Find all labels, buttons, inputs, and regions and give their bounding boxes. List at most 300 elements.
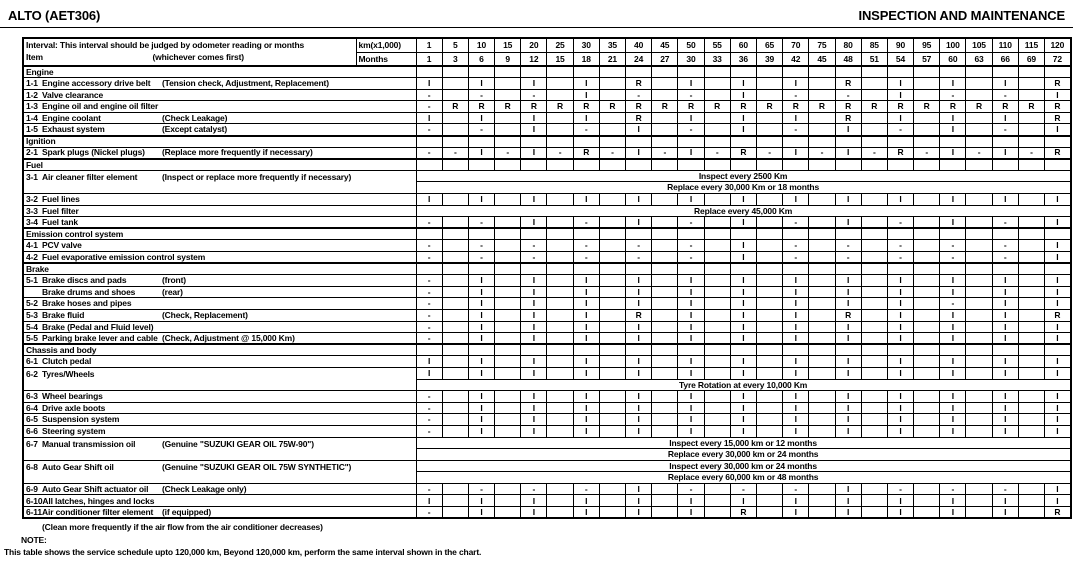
interval-mark-cell [599, 391, 625, 403]
item-cell [23, 309, 416, 321]
interval-mark-cell: I [573, 194, 599, 206]
interval-mark-cell [914, 159, 940, 171]
interval-mark-cell [861, 78, 887, 90]
interval-mark-cell [756, 252, 782, 264]
interval-mark-cell [914, 263, 940, 275]
interval-mark-cell: I [573, 112, 599, 124]
interval-mark-cell [1018, 367, 1044, 379]
interval-mark-cell [573, 159, 599, 171]
months-header-cell: 18 [573, 52, 599, 66]
interval-mark-cell [652, 321, 678, 333]
interval-mark-cell: I [468, 298, 494, 310]
interval-mark-cell [547, 495, 573, 507]
interval-mark-cell [652, 275, 678, 287]
interval-mark-cell [809, 298, 835, 310]
interval-mark-cell [835, 159, 861, 171]
interval-mark-cell [442, 124, 468, 136]
item-note [162, 404, 416, 413]
interval-mark-cell: - [678, 217, 704, 229]
interval-mark-cell: I [416, 78, 442, 90]
interval-mark-cell: I [887, 286, 913, 298]
interval-mark-cell [887, 263, 913, 275]
item-number: 1-2 [26, 89, 38, 100]
interval-mark-cell: I [678, 321, 704, 333]
interval-mark-cell: - [416, 286, 442, 298]
interval-mark-cell [861, 136, 887, 148]
item-note [162, 415, 416, 424]
interval-mark-cell [861, 159, 887, 171]
interval-mark-cell [547, 507, 573, 519]
interval-mark-cell: I [573, 507, 599, 519]
interval-mark-cell: I [626, 321, 652, 333]
interval-mark-cell: - [730, 483, 756, 495]
interval-mark-cell: I [992, 333, 1018, 345]
schedule-table-wrap [22, 37, 1073, 519]
item-note [162, 323, 416, 332]
interval-mark-cell [652, 286, 678, 298]
interval-mark-cell: I [940, 321, 966, 333]
interval-mark-cell: I [573, 356, 599, 368]
interval-mark-cell [468, 159, 494, 171]
item-cell [23, 356, 416, 368]
interval-mark-cell [966, 217, 992, 229]
interval-mark-cell: R [783, 101, 809, 113]
interval-mark-cell [652, 402, 678, 414]
interval-mark-cell [914, 495, 940, 507]
interval-mark-cell [547, 402, 573, 414]
interval-mark-cell: I [468, 414, 494, 426]
months-header-cell: 54 [887, 52, 913, 66]
interval-mark-cell [809, 414, 835, 426]
interval-mark-cell [652, 228, 678, 240]
table-row [23, 402, 1071, 414]
interval-mark-cell [809, 112, 835, 124]
item-label: Engine accessory drive belt [42, 78, 151, 89]
interval-mark-cell: I [992, 298, 1018, 310]
interval-mark-cell [914, 425, 940, 437]
interval-mark-cell: R [940, 101, 966, 113]
interval-mark-cell [756, 309, 782, 321]
interval-mark-cell: I [573, 321, 599, 333]
interval-mark-cell [547, 124, 573, 136]
item-label: Auto Gear Shift actuator oil [42, 483, 149, 494]
interval-mark-cell [704, 425, 730, 437]
interval-mark-cell [914, 356, 940, 368]
interval-span-note-cell: Replace every 60,000 km or 48 months [416, 472, 1071, 484]
interval-mark-cell: - [887, 483, 913, 495]
table-row [23, 228, 1071, 240]
interval-mark-cell: I [835, 414, 861, 426]
item-number [26, 288, 42, 297]
interval-mark-cell: I [783, 367, 809, 379]
interval-mark-cell [756, 217, 782, 229]
table-row [23, 78, 1071, 90]
interval-mark-cell [495, 159, 521, 171]
item-cell [23, 321, 416, 333]
interval-mark-cell: I [992, 391, 1018, 403]
interval-mark-cell [678, 228, 704, 240]
interval-mark-cell: R [966, 101, 992, 113]
page-right-title: INSPECTION AND MAINTENANCE [858, 8, 1065, 23]
interval-mark-cell: I [678, 78, 704, 90]
interval-mark-cell [756, 298, 782, 310]
interval-mark-cell: - [468, 217, 494, 229]
interval-mark-cell [495, 112, 521, 124]
interval-mark-cell: - [416, 414, 442, 426]
interval-mark-cell: I [678, 194, 704, 206]
interval-mark-cell [914, 228, 940, 240]
interval-mark-cell [756, 356, 782, 368]
interval-mark-cell [704, 344, 730, 356]
interval-mark-cell: I [678, 112, 704, 124]
interval-mark-cell: I [573, 298, 599, 310]
km-header-cell: 30 [573, 38, 599, 52]
interval-mark-cell: I [887, 495, 913, 507]
item-cell [23, 460, 416, 483]
interval-mark-cell: - [521, 483, 547, 495]
interval-mark-cell [442, 275, 468, 287]
interval-mark-cell: - [940, 483, 966, 495]
interval-mark-cell [599, 228, 625, 240]
interval-mark-cell: I [783, 402, 809, 414]
interval-mark-cell [940, 159, 966, 171]
interval-mark-cell [1045, 344, 1071, 356]
interval-mark-cell [887, 159, 913, 171]
interval-mark-cell [861, 483, 887, 495]
interval-mark-cell: - [783, 252, 809, 264]
item-note [162, 218, 416, 227]
interval-mark-cell: I [1045, 356, 1071, 368]
interval-mark-cell [442, 298, 468, 310]
interval-mark-cell [704, 414, 730, 426]
interval-mark-cell [468, 263, 494, 275]
interval-mark-cell [704, 507, 730, 519]
interval-mark-cell [861, 356, 887, 368]
interval-mark-cell [966, 414, 992, 426]
interval-mark-cell [442, 240, 468, 252]
interval-mark-cell [756, 507, 782, 519]
interval-mark-cell [547, 252, 573, 264]
interval-mark-cell [495, 495, 521, 507]
months-header-cell: 12 [521, 52, 547, 66]
interval-mark-cell: - [992, 483, 1018, 495]
interval-mark-cell [809, 344, 835, 356]
interval-mark-cell: R [835, 309, 861, 321]
interval-mark-cell: - [468, 252, 494, 264]
interval-mark-cell: - [626, 252, 652, 264]
interval-mark-cell [1018, 194, 1044, 206]
interval-mark-cell [756, 414, 782, 426]
interval-mark-cell: I [835, 425, 861, 437]
interval-mark-cell [704, 321, 730, 333]
km-header-cell: 70 [783, 38, 809, 52]
interval-mark-cell: - [573, 240, 599, 252]
item-number: 3-1 [26, 171, 38, 182]
interval-mark-cell: I [940, 414, 966, 426]
interval-mark-cell: I [992, 414, 1018, 426]
interval-mark-cell: I [887, 402, 913, 414]
interval-mark-cell: I [887, 275, 913, 287]
interval-mark-cell: I [416, 112, 442, 124]
interval-mark-cell: I [940, 217, 966, 229]
interval-mark-cell: I [730, 333, 756, 345]
interval-mark-cell: R [809, 101, 835, 113]
item-number: 1-4 [26, 112, 38, 123]
interval-mark-cell [704, 194, 730, 206]
interval-mark-cell [861, 414, 887, 426]
interval-mark-cell [442, 367, 468, 379]
interval-mark-cell [730, 344, 756, 356]
interval-mark-cell [809, 275, 835, 287]
interval-mark-cell [547, 194, 573, 206]
interval-mark-cell: I [468, 321, 494, 333]
interval-mark-cell: I [730, 391, 756, 403]
interval-mark-cell [809, 391, 835, 403]
km-header-cell: 105 [966, 38, 992, 52]
interval-mark-cell: I [678, 391, 704, 403]
interval-mark-cell [495, 356, 521, 368]
interval-mark-cell [914, 252, 940, 264]
interval-mark-cell: I [783, 194, 809, 206]
interval-mark-cell: I [887, 112, 913, 124]
interval-mark-cell: I [1045, 402, 1071, 414]
interval-mark-cell [783, 66, 809, 78]
months-header-cell: 30 [678, 52, 704, 66]
interval-mark-cell: I [416, 367, 442, 379]
item-cell [23, 205, 416, 217]
interval-mark-cell: R [992, 101, 1018, 113]
interval-mark-cell [966, 333, 992, 345]
interval-mark-cell [887, 228, 913, 240]
interval-mark-cell: - [416, 147, 442, 159]
interval-mark-cell [442, 344, 468, 356]
item-note: (Tension check, Adjustment, Replacement) [162, 78, 329, 89]
interval-mark-cell: I [1045, 124, 1071, 136]
interval-mark-cell: - [442, 147, 468, 159]
interval-mark-cell [835, 136, 861, 148]
interval-mark-cell [652, 367, 678, 379]
interval-mark-cell: I [835, 367, 861, 379]
interval-mark-cell [652, 507, 678, 519]
km-header-cell: 10 [468, 38, 494, 52]
item-number: 6-11 [26, 506, 42, 517]
interval-mark-cell: I [730, 356, 756, 368]
item-number: 5-2 [26, 298, 38, 309]
interval-mark-cell: I [730, 286, 756, 298]
interval-mark-cell: - [416, 333, 442, 345]
interval-mark-cell [861, 252, 887, 264]
interval-mark-cell: I [835, 483, 861, 495]
interval-mark-cell [1018, 402, 1044, 414]
interval-mark-cell [914, 402, 940, 414]
interval-mark-cell: I [835, 333, 861, 345]
interval-mark-cell: I [783, 309, 809, 321]
interval-mark-cell [809, 159, 835, 171]
interval-mark-cell [966, 136, 992, 148]
interval-mark-cell [416, 344, 442, 356]
item-note [162, 299, 416, 308]
interval-mark-cell [599, 402, 625, 414]
interval-mark-cell: - [573, 483, 599, 495]
interval-mark-cell [652, 194, 678, 206]
interval-mark-cell: I [887, 333, 913, 345]
item-label: Fuel tank [42, 217, 78, 228]
interval-mark-cell: I [626, 402, 652, 414]
interval-mark-cell: I [678, 298, 704, 310]
interval-mark-cell: I [521, 495, 547, 507]
interval-mark-cell: - [416, 298, 442, 310]
interval-mark-cell: I [887, 414, 913, 426]
interval-mark-cell: I [468, 286, 494, 298]
interval-mark-cell [704, 367, 730, 379]
interval-mark-cell [914, 66, 940, 78]
interval-mark-cell [1018, 89, 1044, 101]
interval-mark-cell: I [992, 425, 1018, 437]
interval-mark-cell: I [835, 286, 861, 298]
interval-mark-cell [599, 507, 625, 519]
interval-mark-cell [966, 252, 992, 264]
interval-mark-cell: R [835, 78, 861, 90]
interval-mark-cell [547, 228, 573, 240]
interval-mark-cell: I [887, 425, 913, 437]
interval-mark-cell [599, 286, 625, 298]
table-row [23, 298, 1071, 310]
interval-mark-cell [704, 112, 730, 124]
interval-mark-cell: I [678, 309, 704, 321]
km-header-cell: 65 [756, 38, 782, 52]
interval-mark-cell: I [1045, 483, 1071, 495]
interval-mark-cell: - [783, 124, 809, 136]
months-header-cell: 69 [1018, 52, 1044, 66]
interval-mark-cell [442, 321, 468, 333]
interval-mark-cell: I [678, 286, 704, 298]
interval-mark-cell [756, 321, 782, 333]
km-header-cell: 50 [678, 38, 704, 52]
interval-mark-cell [599, 240, 625, 252]
interval-mark-cell [495, 391, 521, 403]
interval-mark-cell [468, 228, 494, 240]
interval-mark-cell [547, 483, 573, 495]
interval-mark-cell: - [626, 240, 652, 252]
interval-mark-cell [495, 66, 521, 78]
interval-mark-cell [704, 78, 730, 90]
interval-mark-cell [809, 78, 835, 90]
interval-mark-cell: I [573, 309, 599, 321]
interval-mark-cell [495, 252, 521, 264]
interval-span-note-cell: Inspect every 30,000 km or 24 months [416, 460, 1071, 472]
interval-mark-cell [809, 309, 835, 321]
km-header-cell: 120 [1045, 38, 1071, 52]
interval-mark-cell [704, 275, 730, 287]
interval-mark-cell [966, 78, 992, 90]
interval-mark-cell [442, 89, 468, 101]
interval-mark-cell [495, 367, 521, 379]
interval-mark-cell: I [992, 507, 1018, 519]
interval-mark-cell [730, 66, 756, 78]
interval-mark-cell [599, 367, 625, 379]
interval-mark-cell [599, 275, 625, 287]
interval-mark-cell: I [730, 240, 756, 252]
interval-mark-cell: R [835, 101, 861, 113]
interval-mark-cell [442, 309, 468, 321]
interval-mark-cell: I [940, 275, 966, 287]
interval-mark-cell [547, 333, 573, 345]
interval-mark-cell [756, 112, 782, 124]
interval-mark-cell [861, 275, 887, 287]
interval-mark-cell [914, 286, 940, 298]
item-label: Valve clearance [42, 89, 104, 100]
interval-mark-cell: - [783, 240, 809, 252]
item-number: 6-1 [26, 356, 38, 367]
km-header-cell: 15 [495, 38, 521, 52]
interval-mark-cell: - [468, 483, 494, 495]
interval-mark-cell [861, 391, 887, 403]
item-label: Tyres/Wheels [42, 368, 95, 379]
interval-mark-cell: R [652, 101, 678, 113]
interval-mark-cell [914, 124, 940, 136]
interval-mark-cell: I [573, 495, 599, 507]
km-header-cell: 100 [940, 38, 966, 52]
interval-mark-cell: R [704, 101, 730, 113]
interval-mark-cell: I [992, 367, 1018, 379]
item-cell [23, 194, 416, 206]
interval-mark-cell [914, 483, 940, 495]
interval-mark-cell [599, 344, 625, 356]
interval-mark-cell: I [783, 333, 809, 345]
item-note [162, 357, 416, 366]
item-label: Air cleaner filter element [42, 171, 138, 182]
interval-mark-cell [861, 217, 887, 229]
interval-mark-cell [416, 263, 442, 275]
interval-mark-cell [599, 159, 625, 171]
interval-mark-cell [1018, 391, 1044, 403]
interval-mark-cell: I [940, 194, 966, 206]
item-cell [23, 89, 416, 101]
interval-mark-cell [835, 228, 861, 240]
interval-mark-cell [1045, 159, 1071, 171]
interval-mark-cell [442, 112, 468, 124]
interval-mark-cell: I [468, 194, 494, 206]
interval-mark-cell: I [940, 112, 966, 124]
item-label: Parking brake lever and cable [42, 332, 158, 343]
interval-mark-cell: I [940, 367, 966, 379]
item-number: 6-5 [26, 414, 38, 425]
interval-span-note-cell: Replace every 30,000 km or 24 months [416, 449, 1071, 461]
section-header-cell: Brake [23, 263, 416, 275]
interval-mark-cell: I [521, 78, 547, 90]
interval-mark-cell [547, 344, 573, 356]
interval-mark-cell [914, 391, 940, 403]
interval-mark-cell [756, 124, 782, 136]
interval-mark-cell: I [626, 194, 652, 206]
interval-mark-cell [914, 136, 940, 148]
table-row [23, 286, 1071, 298]
interval-mark-cell [783, 344, 809, 356]
interval-mark-cell [914, 89, 940, 101]
months-header-cell: 3 [442, 52, 468, 66]
interval-mark-cell [783, 228, 809, 240]
interval-mark-cell [416, 136, 442, 148]
interval-mark-cell [809, 483, 835, 495]
item-cell [23, 252, 416, 264]
interval-mark-cell: I [626, 333, 652, 345]
interval-mark-cell [599, 89, 625, 101]
item-cell [23, 286, 416, 298]
item-note [162, 102, 416, 111]
interval-mark-cell [966, 483, 992, 495]
interval-mark-cell [809, 89, 835, 101]
interval-mark-cell: - [416, 89, 442, 101]
